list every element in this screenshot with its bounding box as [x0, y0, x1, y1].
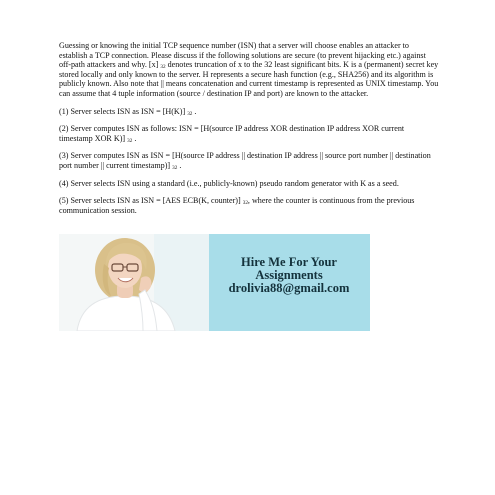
- item-2-period: .: [134, 133, 137, 143]
- item-5-subscript: 32: [242, 200, 248, 207]
- intro-paragraph: [59, 41, 439, 99]
- item-2: [59, 124, 439, 143]
- ad-text-block: [214, 256, 364, 295]
- item-1-text: (1) Server selects ISN as ISN = [H(K)]: [59, 106, 186, 116]
- item-3-subscript: 32: [172, 164, 178, 171]
- ad-email: drolivia88@gmail.com: [228, 281, 350, 295]
- document-body: [59, 41, 439, 223]
- item-4: [59, 179, 439, 189]
- ad-banner: [59, 234, 370, 331]
- item-2-text: (2) Server computes ISN as follows: ISN = [H(source IP address XOR destination IP address XOR current timestamp XOR K)]: [59, 124, 405, 143]
- item-1: [59, 107, 439, 117]
- item-5-text: (5) Server selects ISN as ISN = [AES ECB(K, counter)]: [59, 196, 241, 206]
- intro-text: Guessing or knowing the initial TCP sequence number (ISN) that a server will choose enables an attacker to establish a TCP connection. Please discuss if the following solutions are secure (to prevent hijacking etc.) against off-path attackers and why. [x]: [59, 41, 426, 70]
- item-3: [59, 151, 439, 170]
- item-3-text: (3) Server computes ISN as ISN = [H(source IP address || destination IP address || source port number || destination port number || current timestamp)]: [59, 151, 431, 170]
- item-5: [59, 196, 439, 215]
- ad-headline-line-2: Assignments: [255, 268, 323, 282]
- woman-photo-illustration: [59, 234, 209, 331]
- ad-headline-line-1: Hire Me For Your: [241, 255, 337, 269]
- item-4-text: (4) Server selects ISN using a standard (i.e., publicly-known) pseudo random generator with K as a seed.: [59, 178, 399, 188]
- item-1-period: .: [194, 106, 197, 116]
- intro-tail-text: denotes truncation of x to the 32 least significant bits. K is a (permanent) secret key stored locally and only known to the server. H represents a secure hash function (e.g., SHA256) and its algorithm is publicly known. Also note that || means concatenation and current timestamp is represented as UNIX timestamp. You can assume that 4 tuple information (source / destination IP and port) are known to the attacker.: [59, 60, 439, 98]
- item-2-subscript: 32: [127, 137, 133, 144]
- item-1-subscript: 32: [187, 110, 193, 117]
- woman-with-glasses-photo: [59, 234, 209, 331]
- intro-subscript: 32: [160, 64, 166, 71]
- item-3-period: .: [179, 160, 182, 170]
- item-5-tail-text: , where the counter is continuous from the previous communication session.: [59, 196, 415, 215]
